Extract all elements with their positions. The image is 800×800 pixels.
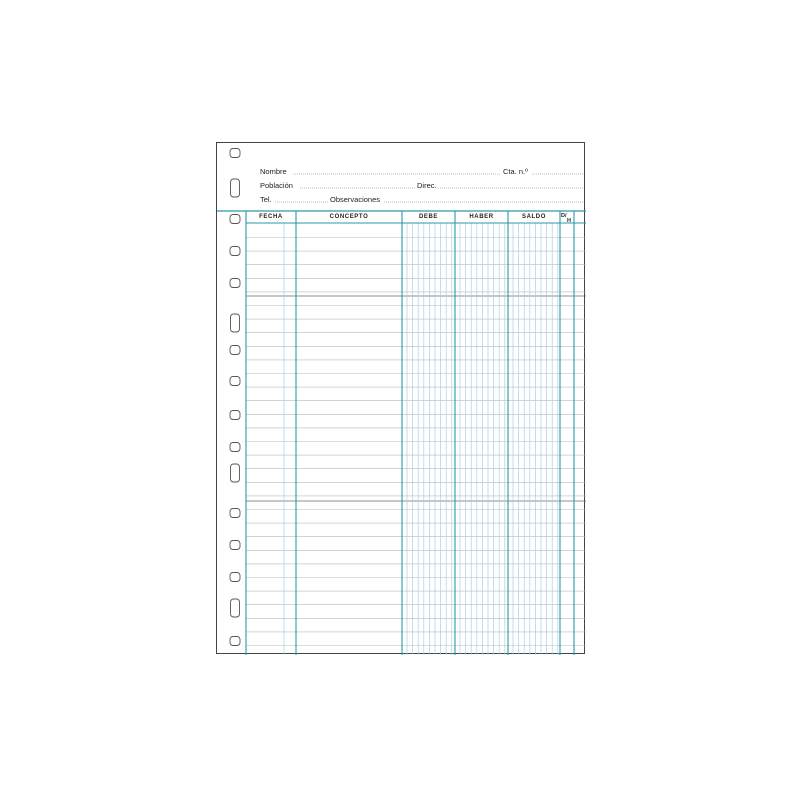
column-header-dh-top: D/	[561, 213, 567, 219]
binding-hole	[230, 149, 240, 158]
cta-label: Cta. n.º	[503, 167, 528, 176]
direc-label: Direc.	[417, 181, 437, 190]
binding-hole	[230, 215, 240, 224]
binding-hole	[230, 411, 240, 420]
binding-hole	[231, 314, 240, 332]
binding-hole	[230, 509, 240, 518]
column-header-haber: HABER	[469, 214, 494, 220]
binding-hole	[230, 247, 240, 256]
observaciones-label: Observaciones	[330, 195, 381, 204]
binding-hole	[230, 443, 240, 452]
binding-hole	[230, 637, 240, 646]
column-header-dh-bottom: H	[567, 218, 571, 224]
binding-hole	[230, 541, 240, 550]
column-header-debe: DEBE	[418, 214, 439, 220]
binding-hole	[230, 279, 240, 288]
binding-hole	[230, 573, 240, 582]
ledger-sheet	[216, 142, 585, 654]
tel-label: Tel.	[260, 195, 272, 204]
column-header-saldo: SALDO	[522, 214, 546, 220]
column-header-fecha: FECHA	[259, 214, 283, 220]
binding-hole	[231, 464, 240, 482]
column-header-concepto: CONCEPTO	[329, 214, 369, 220]
binding-hole	[231, 179, 240, 197]
binding-hole	[230, 377, 240, 386]
binding-hole	[231, 599, 240, 617]
poblacion-label: Población	[260, 181, 293, 190]
binding-hole	[230, 346, 240, 355]
nombre-label: Nombre	[260, 167, 287, 176]
